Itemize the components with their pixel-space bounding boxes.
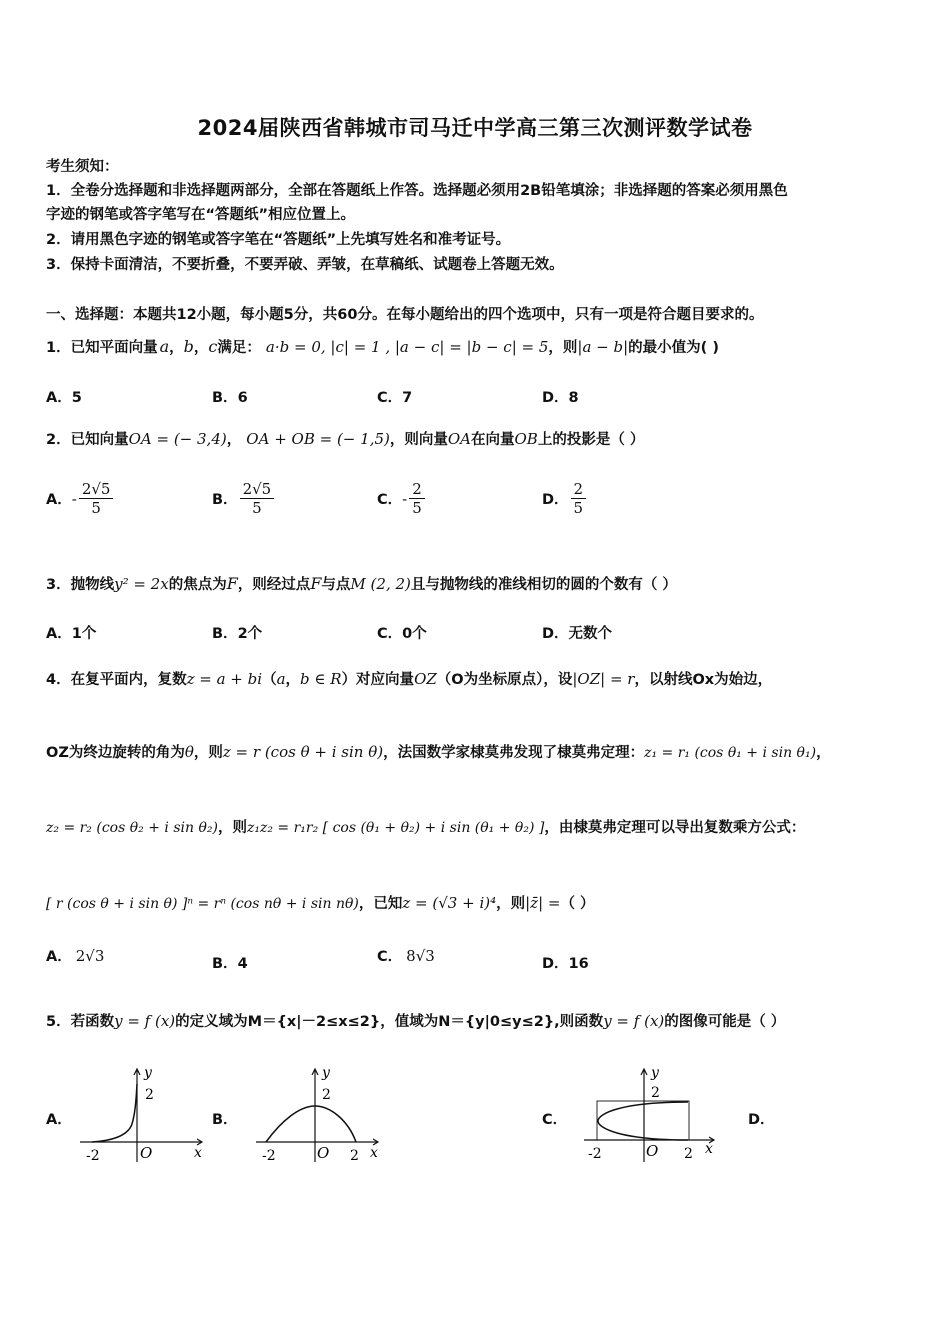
graph-b	[252, 1062, 392, 1172]
q3-option-d: D．无数个	[542, 626, 613, 642]
question-4-line-4: [ r (cos θ + i sin θ) ]ⁿ = rⁿ (cos nθ + i sin nθ)，已知z = (√3 + i)⁴，则|z̄| =（ ）	[46, 894, 595, 912]
question-1: 1．已知平面向量 a，b，c满足： a·b = 0, |c| = 1 , |a − c| = |b − c| = 5，则|a − b|的最小值为( )	[46, 337, 719, 356]
q2-option-b: B． $\frac{2√5}{5}$	[212, 480, 274, 517]
section-heading: 一、选择题：本题共12小题，每小题5分，共60分。在每小题给出的四个选项中，只有一项是符合题目要求的。	[46, 307, 764, 323]
q3-option-c: C．0个	[377, 626, 427, 642]
tick-neg2: -2	[262, 1148, 276, 1164]
tick-2: 2	[651, 1085, 660, 1101]
graph-c	[580, 1062, 720, 1172]
tick-2: 2	[145, 1087, 154, 1103]
page-title: 2024届陕西省韩城市司马迁中学高三第三次测评数学试卷	[197, 116, 753, 140]
q2-option-c: C．- $\frac{2}{5}$	[377, 480, 425, 517]
x-label: x	[370, 1145, 378, 1161]
q4-option-c: C． 8√3	[377, 947, 435, 965]
tick-2-x: 2	[350, 1148, 359, 1164]
tick-neg2: -2	[588, 1146, 602, 1162]
q2-option-d: D． $\frac{2}{5}$	[542, 480, 586, 517]
curve	[598, 1102, 688, 1140]
x-label: x	[194, 1145, 202, 1161]
curve	[92, 1084, 137, 1142]
origin-label: O	[140, 1144, 153, 1162]
tick-neg2: -2	[86, 1148, 100, 1164]
q5-option-c: C．	[542, 1112, 568, 1128]
question-4-line-1: 4．在复平面内，复数z = a + bi（a，b ∈ R）对应向量OZ（O为坐标原点），设|OZ| = r，以射线Ox为始边，	[46, 670, 773, 688]
question-4-line-2: OZ为终边旋转的角为θ，则z = r (cos θ + i sin θ)，法国数学家棣莫弗发现了棣莫弗定理：z₁ = r₁ (cos θ₁ + i sin θ₁)，	[46, 743, 831, 761]
question-5: 5．若函数y = f (x)的定义域为M＝{x|－2≤x≤2}，值域为N＝{y|0≤y≤2},则函数y = f (x)的图像可能是（ ）	[46, 1012, 786, 1030]
q1-option-d: D．8	[542, 390, 579, 406]
question-3: 3．抛物线y² = 2x的焦点为F，则经过点F与点M (2, 2)且与抛物线的准线相切的圆的个数有（ ）	[46, 574, 677, 593]
curve	[266, 1106, 356, 1142]
q4-option-b: B．4	[212, 956, 248, 972]
tick-2: 2	[322, 1087, 331, 1103]
q4-option-a: A． 2√3	[46, 947, 105, 965]
q4-option-d: D．16	[542, 956, 589, 972]
q5-option-a: A．	[46, 1112, 72, 1128]
notice-item: 字迹的钢笔或答字笔写在“答题纸”相应位置上。	[46, 207, 356, 223]
q3-option-a: A．1个	[46, 626, 97, 642]
notice-item: 1．全卷分选择题和非选择题两部分，全部在答题纸上作答。选择题必须用2B铅笔填涂；非选择题的答案必须用黑色	[46, 183, 788, 199]
q3-option-b: B．2个	[212, 626, 263, 642]
q1-option-b: B．6	[212, 390, 248, 406]
domain-box	[597, 1101, 689, 1140]
q2-option-a: A．- $\frac{2√5}{5}$	[46, 480, 113, 517]
x-label: x	[705, 1141, 713, 1157]
y-label: y	[651, 1065, 659, 1081]
origin-label: O	[317, 1144, 330, 1162]
notice-item: 3．保持卡面清洁，不要折叠，不要弄破、弄皱，在草稿纸、试题卷上答题无效。	[46, 257, 564, 273]
notice-item: 2．请用黑色字迹的钢笔或答字笔在“答题纸”上先填写姓名和准考证号。	[46, 232, 511, 248]
notice-heading: 考生须知：	[46, 159, 119, 175]
q5-option-b: B．	[212, 1112, 238, 1128]
y-label: y	[144, 1065, 152, 1081]
question-2: 2．已知向量OA = (− 3,4)， OA + OB = (− 1,5)，则向量OA在向量OB上的投影是（ ）	[46, 430, 645, 448]
q5-option-d: D．	[748, 1112, 775, 1128]
q1-option-a: A．5	[46, 390, 82, 406]
graph-a	[76, 1062, 216, 1172]
y-label: y	[322, 1065, 330, 1081]
tick-2-x: 2	[684, 1146, 693, 1162]
question-4-line-3: z₂ = r₂ (cos θ₂ + i sin θ₂)，则z₁z₂ = r₁r₂ [ cos (θ₁ + θ₂) + i sin (θ₁ + θ₂) ]，由棣莫弗定理可以导出复数乘方公式：	[46, 820, 806, 836]
origin-label: O	[646, 1142, 659, 1160]
q1-option-c: C．7	[377, 390, 413, 406]
